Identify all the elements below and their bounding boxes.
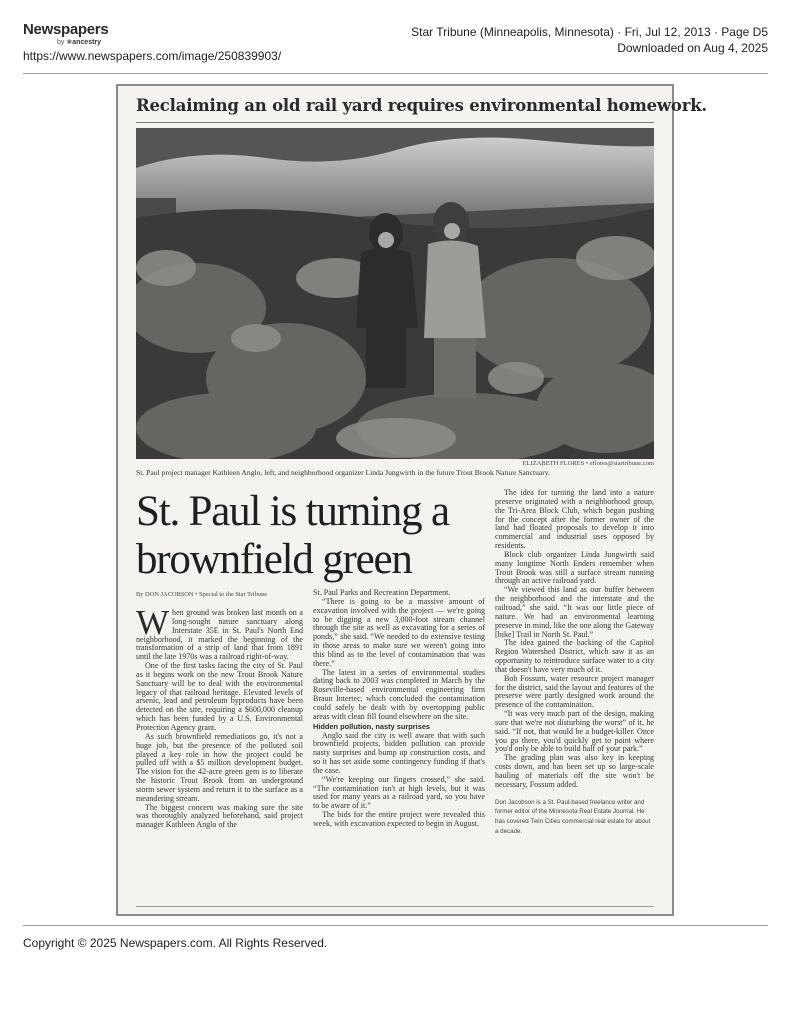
paragraph: “There is going to be a massive amount of excavation involved with the project — we're going to be digging a new 3,000-foot stream channel through the site as well as excavating for a series of ponds,” she said. “We needed to do extensive testing in those areas to make sure we weren't going into this blind as to the level of contamination that was there.” (313, 596, 485, 668)
paragraph: The latest in a series of environmental studies dating back to 2003 was completed in March by the Roseville-based environmental engineering firm Braun Intertec, which concluded the contamination could safely be dealt with by overtopping public areas with clean fill found elsewhere on the site. (313, 667, 485, 721)
paragraph: The idea gained the backing of the Capitol Region Watershed District, which saw it as an opportunity to reintroduce surface water to a city that doesn't have very much of it. (495, 638, 654, 674)
header-divider (23, 73, 768, 74)
article-byline: By DON JACOBSON • Special to the Star Tribune (136, 591, 268, 598)
photo-image (136, 128, 654, 459)
paragraph: When ground was broken last month on a long-sought nature sanctuary along Interstate 35E in St. Paul's North End neighborhood, it marked the beginning of the transformation of a strip of land that from 1891 until the late 1970s was a railroad right-of-way. (136, 603, 303, 662)
subhead: Hidden pollution, nasty surprises (313, 721, 431, 731)
paragraph: The biggest concern was making sure the site was thoroughly analyzed beforehand, said project manager Kathleen Anglo of the (136, 802, 303, 830)
paragraph: “We're keeping our fingers crossed,” she said. “The contamination isn't at high levels, but it was used for many years as a railroad yard, so you have to be aware of it.” (313, 774, 485, 811)
newspapers-logo[interactable] (23, 21, 123, 49)
photo-credit: ELIZABETH FLORES • eflores@startribune.com (522, 460, 654, 467)
paragraph: “It was very much part of the design, making sure that we're not disturbing the worst” of it, he said. “If not, that would be a budget-killer. Once you go there, you'd quickly get to point where you'd only be able to build half of your park.” (495, 709, 654, 754)
article-end-rule (136, 906, 654, 907)
kicker-headline: Reclaiming an old rail yard requires environmental homework. (136, 96, 707, 115)
logo-wordmark: Newspapers (23, 21, 109, 38)
photo-caption: St. Paul project manager Kathleen Anglo, left, and neighborhood organizer Linda Jungwirth in the future Trout Brook Nature Sanctuary. (136, 468, 550, 477)
image-url[interactable]: https://www.newspapers.com/image/250839903/ (23, 49, 282, 63)
copyright-notice: Copyright © 2025 Newspapers.com. All Rights Reserved. (23, 936, 328, 950)
kicker-rule (136, 122, 654, 123)
footer-divider (23, 925, 768, 926)
drop-cap: W (136, 603, 170, 642)
logo-byline: by ❀ancestry (57, 39, 102, 46)
header-bar (0, 0, 791, 74)
article-column-1 (136, 603, 303, 830)
paragraph: The idea for turning the land into a nature preserve originated with a neighborhood group, the Tri-Area Block Club, which began pushing for the concept after the former owner of the land had floated proposals to develop it into commercial and industrial uses opposed by residents. (495, 488, 654, 551)
paragraph: The bids for the entire project were revealed this week, with excavation expected to begin in August. (313, 810, 485, 828)
article-column-2 (313, 589, 485, 829)
ancestry-leaf-icon: ❀ (66, 39, 73, 46)
paragraph: Anglo said the city is well aware that with such brownfield projects, hidden pollution can provide nasty surprises and bump up construction costs, and so it has set aside some contingency funding if that's the case. (313, 730, 485, 775)
paragraph: As such brownfield remediations go, it's not a huge job, but the presence of the polluted soil played a key role in how the project could be pulled off with a $5 million development budget. The vision for the 42-acre green gem is to liberate the historic Trout Brook from an underground storm sewer system and return it to the surface as a meandering stream. (136, 731, 303, 803)
article-headline: St. Paul is turning a brownfield green (136, 488, 449, 583)
author-tagline: Don Jacobson is a St. Paul-based freelance writer and former editor of the Minnesota Real Estate Journal. He has covered Twin Cities commercial real estate for about a decade. (495, 798, 651, 836)
paragraph: The grading plan was also key in keeping costs down, and has been set up so large-scale hauling of materials off the site won't be necessary, Fossum added. (495, 753, 654, 789)
paragraph: One of the first tasks facing the city of St. Paul as it begins work on the new Trout Brook Nature Sanctuary will be to deal with the environmental legacy of that railroad heritage. Elevated levels of arsenic, lead and petroleum byproducts have been detected on the site, requiring a $600,000 cleanup which has been funded by a U.S. Environmental Protection Agency grant. (136, 661, 303, 732)
source-line: Star Tribune (Minneapolis, Minnesota) · Fri, Jul 12, 2013 · Page D5 (411, 25, 768, 39)
download-date: Downloaded on Aug 4, 2025 (617, 41, 768, 55)
article-column-3 (495, 489, 654, 837)
source-meta (411, 24, 768, 56)
article-photo (136, 128, 654, 459)
paragraph: Block club organizer Linda Jungwirth said many longtime North Enders remember when Trout Brook was still a surface stream running through an active railroad yard. (495, 549, 654, 586)
paragraph: Bob Fossum, water resource project manager for the district, said the layout and features of the preserve were partly designed work around the presence of the contamination. (495, 673, 654, 710)
paragraph: St. Paul Parks and Recreation Department. (313, 588, 451, 597)
newspaper-clipping (116, 84, 707, 916)
paragraph: “We viewed this land as our buffer between the neighborhood and the interstate and the railroad,” she said. “It was our little piece of nature. We had an environmental learning preserve in mind, like the one along the Gateway [bike] Trail in North St. Paul.” (495, 585, 654, 639)
